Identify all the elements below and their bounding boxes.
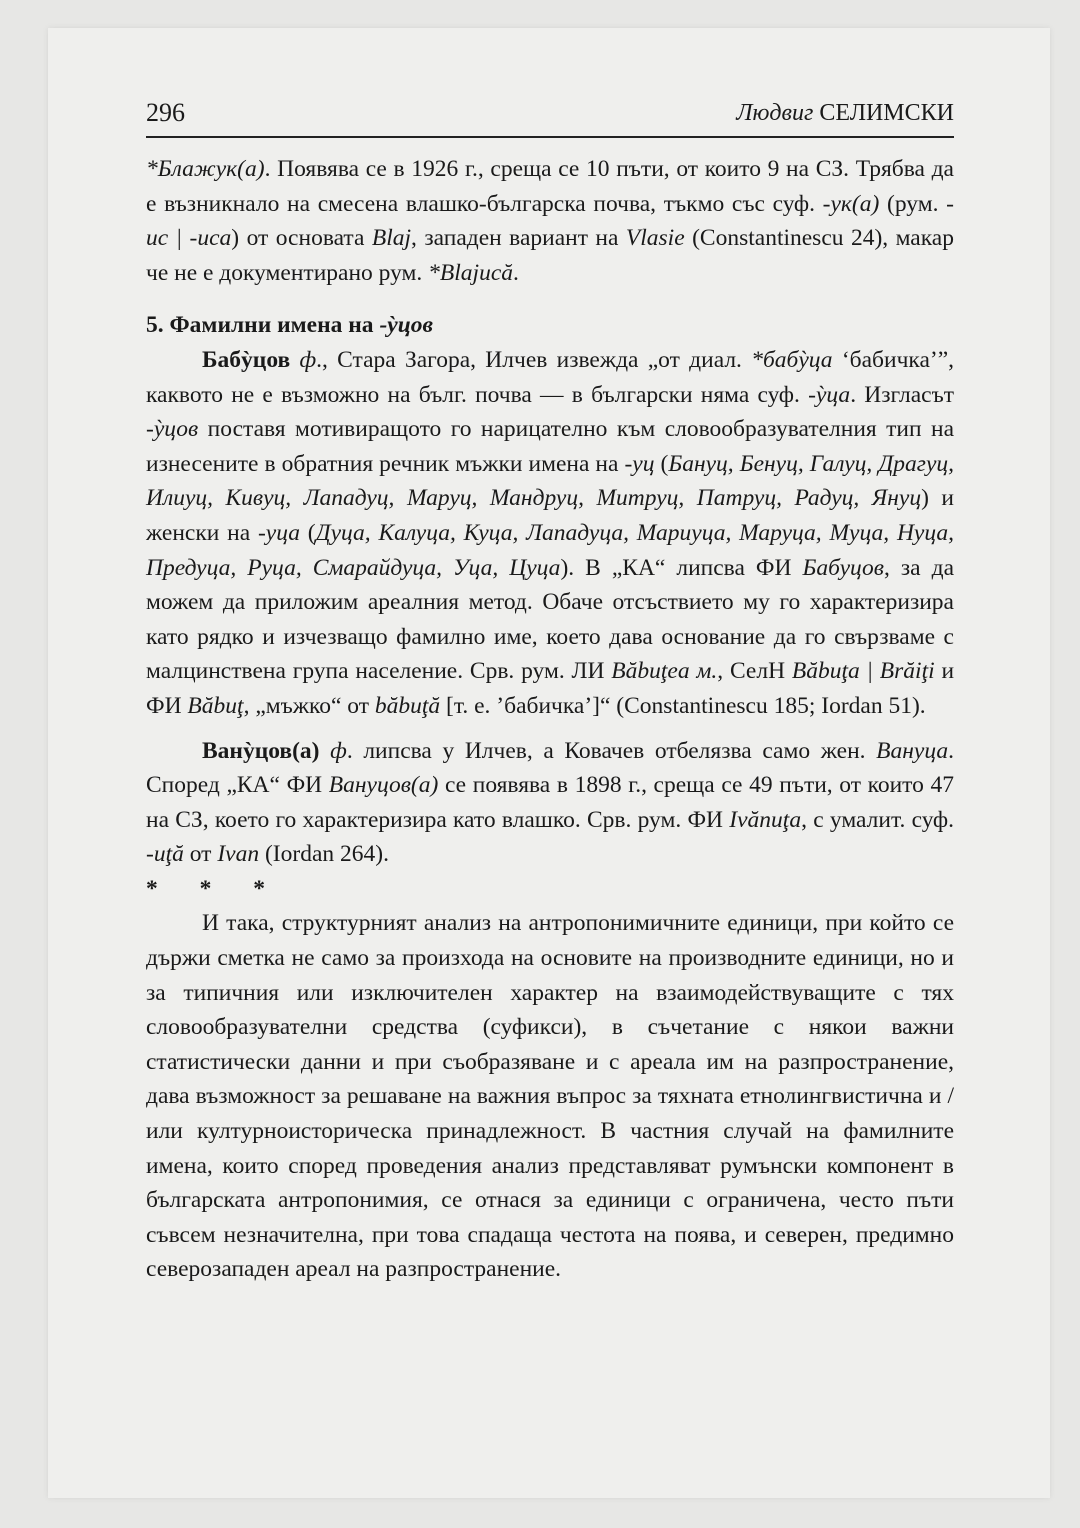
entry-text: ., Стара Загора, Илчев извежда „от диал. <box>316 346 752 373</box>
suffix: -уца <box>257 519 301 546</box>
entry-text: и ФИ <box>146 658 955 719</box>
entry-text: . Изгласът <box>850 381 954 408</box>
name-list: Бануц, Бенуц, Галуц, Драгуц, Илиуц, Кивуц, Лападуц, Маруц, Мандруц, Митруц, Патруц, Радуц, Януц <box>146 450 955 512</box>
entry-text: поставя мотивиращото го нарицателно към словообразувателния тип на изнесените в обратния речник мъжки имена на <box>146 416 954 477</box>
entry-text: ‘бабичка’”, каквото не е възможно на бълг. почва — в български няма суф. <box>146 346 955 408</box>
entry-text: се появява в 1898 г., среща се 49 пъти, от които 47 на СЗ, което го характеризира като влашко. Срв. рум. ФИ <box>146 772 955 833</box>
entry-text: от <box>183 841 218 868</box>
entry-text: . липсва у Илчев, а Ковачев отбелязва само жен. <box>346 737 877 764</box>
stem: Vlasie <box>625 225 685 252</box>
heading-text: 5. Фамилни имена на <box>146 312 380 339</box>
form: Бабуцов <box>802 554 884 581</box>
entry-text: [т. е. ’бабичка’]“ (Constantinescu 185; Iordan 51). <box>440 692 926 719</box>
entry-text: ) от основата <box>231 225 372 252</box>
suffix: -ỳцов <box>146 416 199 443</box>
stem: *Blajucă <box>428 259 513 286</box>
entry-text: (Iordan 264). <box>259 841 389 868</box>
phi-mark: ф <box>299 346 317 373</box>
suffix: -ỳца <box>808 381 851 408</box>
entry-text: , с умалит. суф. <box>801 806 954 833</box>
entry-babutsov <box>146 343 954 724</box>
entry-headword: *Блажук(а) <box>146 156 265 182</box>
entry-text: . Появява се в 1926 г., среща се 10 пъти, от които 9 на СЗ. Трябва да е възникнало на смесена влашко-българска почва, тъкмо със суф. <box>146 156 954 217</box>
entry-text: , СелН <box>717 658 792 685</box>
entry-headword: Ванỳцов(а) <box>202 737 320 764</box>
page-body <box>146 152 954 1287</box>
suffix: -uţă <box>146 841 184 868</box>
conclusion-paragraph: И така, структурният анализ на антропонимичните единици, при който се държи сметка не само за произхода на основите на производните единици, но и за типичния или изключителен характер на взаимодействуващите с тях словообразувателни средства (суфикси), в съчетание с някои важни статистически данни и при съобразяване и с ареала им на разпространение, дава възможност за решаване на важния въпрос за тяхната етнолингвистична и / или културноисторическа принадлежност. В частния случай на фамилните имена, които според проведения анализ представляват румънски компонент в българската антропонимия, се отнася за единици с ограничена, често пъти съвсем незначителна, при това спадаща честота на поява, и северен, предимно северозападен ареал на разпространение. <box>146 910 954 1283</box>
form: Ivănuţa <box>729 806 802 833</box>
heading-suffix: -ỳцов <box>379 312 434 339</box>
entry-text: , „мъжко“ от <box>243 692 375 719</box>
section-separator: * * * <box>146 875 283 902</box>
page-number: 296 <box>146 98 185 127</box>
entry-headword: Бабỳцов <box>202 346 291 373</box>
entry-text: ( <box>654 450 669 477</box>
stem: Blaj <box>371 225 412 252</box>
form: Вануца <box>876 737 949 764</box>
author-last-name: СЕЛИМСКИ <box>819 100 954 126</box>
suffix: -ук(а) <box>822 190 880 217</box>
form: *бабỳца <box>751 346 833 373</box>
entry-text: ( <box>300 519 316 546</box>
entry-text: , западен вариант на <box>411 225 626 252</box>
entry-text: . <box>513 259 519 286</box>
phi-mark: ф <box>330 737 347 764</box>
suffix: -uc | -uca <box>146 190 954 252</box>
form: Ivan <box>217 841 260 868</box>
form: Вануцов(а) <box>328 772 439 799</box>
suffix: -уц <box>624 450 655 477</box>
form: Băbuţ <box>187 692 244 719</box>
entry-blazhuk <box>146 152 954 290</box>
form: Băbuţa | Brăiţi <box>791 658 935 685</box>
entry-text: . Според „КА“ ФИ <box>146 737 955 799</box>
entry-text: (Constantinescu 24), макар че не е документирано рум. <box>146 225 954 286</box>
entry-vanutsov <box>146 734 954 872</box>
entry-text: ) и женски на <box>146 485 954 546</box>
entry-text: ). В „КА“ липсва ФИ <box>560 554 803 581</box>
running-head <box>736 100 954 127</box>
name-list: Дуца, Калуца, Куца, Лападуца, Мариуца, Маруца, Муца, Нуца, Предуца, Руца, Смарайдуца, Уца, Цуца <box>146 519 955 581</box>
author-first-name: Людвиг <box>736 100 814 126</box>
page-header <box>146 96 954 138</box>
entry-text: (рум. <box>879 190 947 217</box>
form: băbuţă <box>374 692 441 719</box>
entry-text: , за да можем да приложим ареалния метод. Обаче отсъствието му го характеризира като рядко и изчезващо фамилно име, което дава основание да го свързваме с малцинствена група население. Срв. рум. ЛИ <box>146 554 954 685</box>
form: Băbuţea м. <box>611 658 718 685</box>
section-heading <box>146 308 954 343</box>
